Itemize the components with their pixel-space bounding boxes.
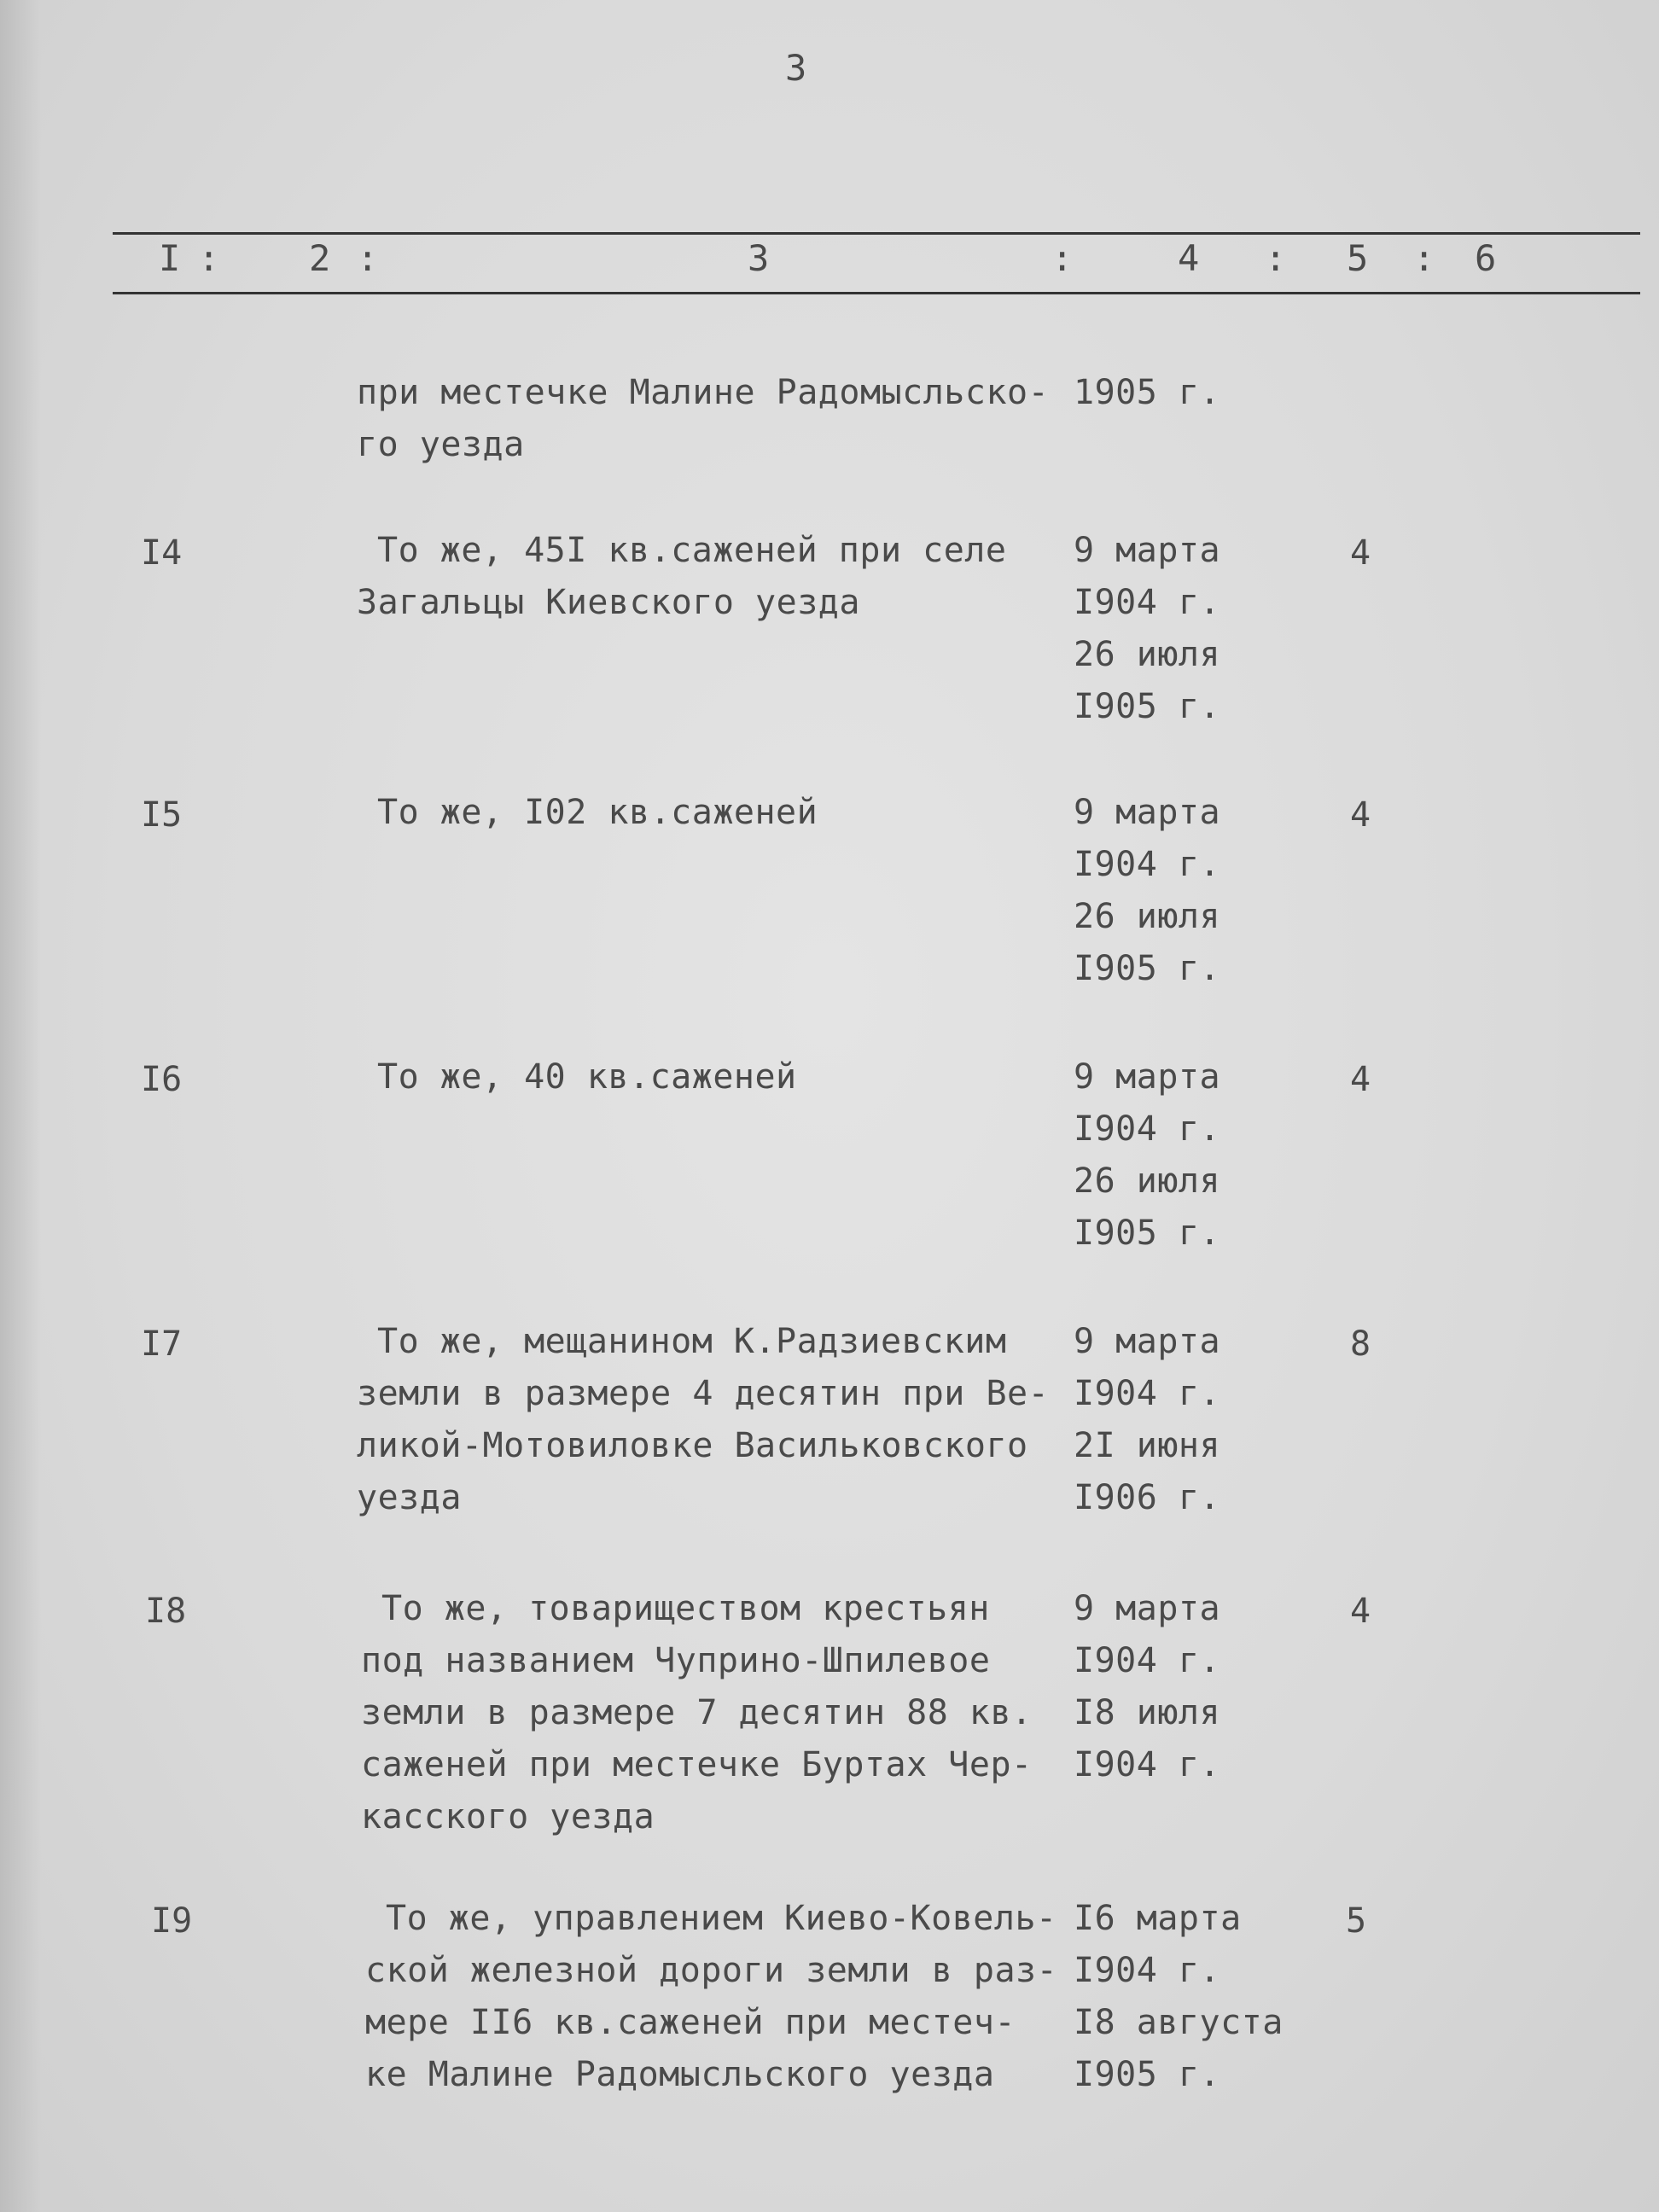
row-dates <box>1074 525 1220 733</box>
date-line: 9 марта <box>1074 531 1221 570</box>
description-line: То же, управлением Киево-Ковель- <box>386 1899 1057 1938</box>
row-number: I6 <box>141 1060 183 1099</box>
description-line: уезда <box>357 1478 462 1517</box>
date-line: 1905 г. <box>1074 373 1221 412</box>
date-line: I904 г. <box>1074 1951 1221 1990</box>
date-line: I8 июля <box>1074 1693 1221 1732</box>
col-header-sep: : <box>1265 237 1287 279</box>
description-line: касского уезда <box>361 1797 655 1837</box>
row-quantity: 5 <box>1346 1901 1367 1941</box>
row-number: I4 <box>141 533 183 573</box>
date-line: I6 марта <box>1074 1899 1242 1938</box>
row-number: I9 <box>151 1901 193 1941</box>
date-line: 2I июня <box>1074 1426 1221 1465</box>
row-description <box>361 1583 1033 1843</box>
col-header-sep: : <box>357 237 379 279</box>
row-description <box>357 1316 1049 1524</box>
row-number: I5 <box>141 795 183 835</box>
row-dates <box>1074 1051 1220 1260</box>
date-line: I905 г. <box>1074 1214 1221 1253</box>
date-line: I906 г. <box>1074 1478 1221 1517</box>
col-header-5: 5 <box>1347 237 1369 279</box>
description-line: мере II6 кв.саженей при местеч- <box>365 2003 1016 2042</box>
description-line: ской железной дороги земли в раз- <box>365 1951 1058 1990</box>
date-line: I904 г. <box>1074 1109 1221 1149</box>
row-description <box>357 525 1006 629</box>
row-description <box>357 1051 797 1103</box>
column-header-row <box>0 237 1659 288</box>
row-number: I7 <box>141 1324 183 1364</box>
date-line: 26 июля <box>1074 635 1221 674</box>
row-number: I8 <box>145 1592 187 1631</box>
page-edge-shadow <box>0 0 41 2212</box>
description-line: саженей при местечке Буртах Чер- <box>361 1745 1033 1784</box>
description-line: при местечке Малине Радомысльско- <box>357 373 1050 412</box>
description-line: ке Малине Радомысльского уезда <box>365 2055 995 2094</box>
col-header-2: 2 <box>309 237 331 279</box>
description-line: ликой-Мотовиловке Васильковского <box>357 1426 1028 1465</box>
row-dates <box>1074 1583 1220 1791</box>
date-line: I905 г. <box>1074 2055 1221 2094</box>
date-line: I8 августа <box>1074 2003 1284 2042</box>
row-quantity: 8 <box>1350 1324 1371 1364</box>
row-dates <box>1074 367 1220 419</box>
page-number: 3 <box>785 47 807 89</box>
row-description <box>365 1893 1057 2101</box>
date-line: I904 г. <box>1074 1641 1221 1680</box>
header-top-rule <box>113 232 1640 235</box>
col-header-1: I <box>159 237 181 279</box>
date-line: 26 июля <box>1074 1161 1221 1201</box>
date-line: I905 г. <box>1074 949 1221 988</box>
row-dates <box>1074 1316 1220 1524</box>
row-dates <box>1074 1893 1284 2101</box>
date-line: 9 марта <box>1074 1322 1221 1361</box>
row-quantity: 4 <box>1350 533 1371 573</box>
date-line: 9 марта <box>1074 793 1221 832</box>
date-line: 9 марта <box>1074 1057 1221 1097</box>
date-line: I904 г. <box>1074 583 1221 622</box>
col-header-sep: : <box>1413 237 1435 279</box>
header-bottom-rule <box>113 292 1640 294</box>
row-dates <box>1074 787 1220 995</box>
row-description <box>357 787 818 839</box>
col-header-sep: : <box>1051 237 1074 279</box>
date-line: I905 г. <box>1074 687 1221 726</box>
row-quantity: 4 <box>1350 1592 1371 1631</box>
date-line: 26 июля <box>1074 897 1221 936</box>
description-line: То же, 45I кв.саженей при селе <box>377 531 1007 570</box>
description-line: земли в размере 4 десятин при Ве- <box>357 1374 1050 1413</box>
date-line: I904 г. <box>1074 1745 1221 1784</box>
col-header-6: 6 <box>1475 237 1497 279</box>
row-quantity: 4 <box>1350 795 1371 835</box>
description-line: земли в размере 7 десятин 88 кв. <box>361 1693 1033 1732</box>
row-quantity: 4 <box>1350 1060 1371 1099</box>
description-line: Загальцы Киевского уезда <box>357 583 860 622</box>
description-line: То же, товариществом крестьян <box>381 1589 990 1628</box>
description-line: То же, мещанином К.Радзиевским <box>377 1322 1007 1361</box>
description-line: го уезда <box>357 425 525 464</box>
date-line: I904 г. <box>1074 845 1221 884</box>
description-line: То же, 40 кв.саженей <box>377 1057 797 1097</box>
description-line: То же, I02 кв.саженей <box>377 793 818 832</box>
date-line: 9 марта <box>1074 1589 1221 1628</box>
col-header-sep: : <box>198 237 220 279</box>
col-header-4: 4 <box>1178 237 1200 279</box>
date-line: I904 г. <box>1074 1374 1221 1413</box>
row-description <box>357 367 1049 471</box>
description-line: под названием Чуприно-Шпилевое <box>361 1641 991 1680</box>
col-header-3: 3 <box>748 237 770 279</box>
